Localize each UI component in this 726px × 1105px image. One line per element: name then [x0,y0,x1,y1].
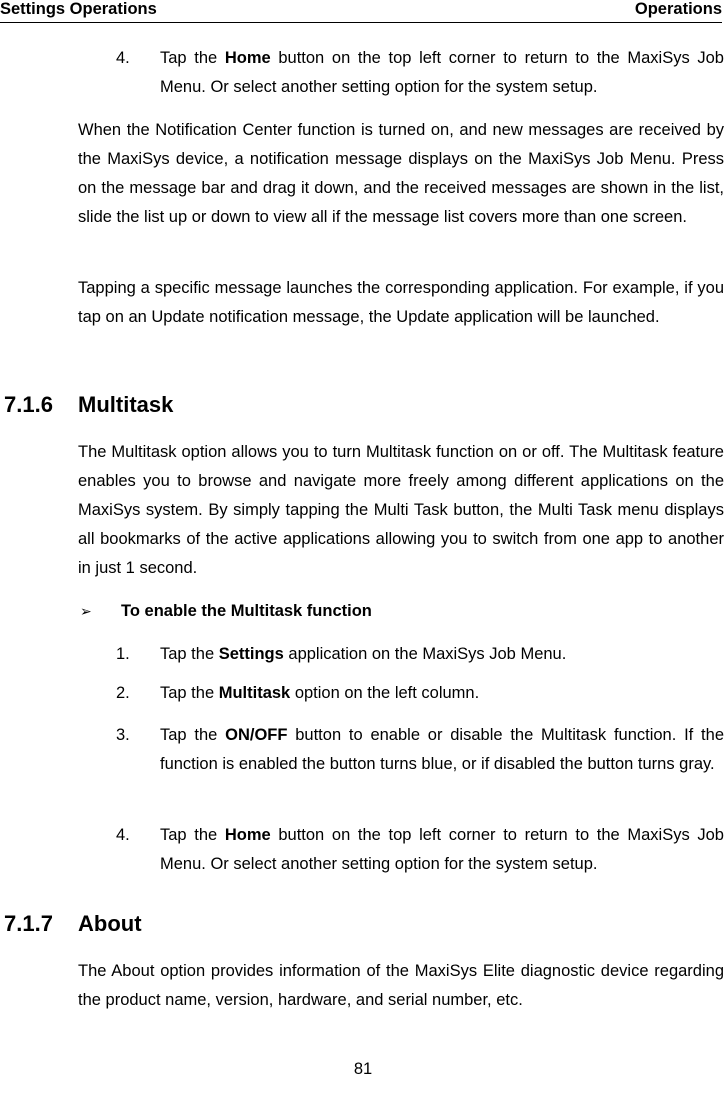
step-text [160,679,724,708]
step-number: 4. [116,826,130,844]
notification-paragraph-2: Tapping a specific message launches the corresponding application. For example, if you tap on an Update notification message, the Update application will be launched. [78,279,724,326]
step-text [160,821,724,879]
step-number: 1. [116,645,130,663]
step-text-post: application on the MaxiSys Job Menu. [283,645,567,663]
procedure-title: To enable the Multitask function [121,602,372,620]
list-item-step-1 [78,640,724,669]
step-text-pre: Tap the [160,726,226,744]
step-number: 2. [116,684,130,702]
page-number: 81 [353,1060,373,1078]
section-title: Multitask [78,392,174,417]
step-text-post: option on the left column. [290,684,480,702]
list-item-step-2 [78,679,724,708]
step-text [160,640,724,669]
step-text-bold: ON/OFF [225,726,288,744]
step-text-post: button on the top left corner to return to the MaxiSys Job Menu. Or select another setting option for the system setup. [160,49,724,96]
step-text-pre: Tap the [160,645,219,663]
section-heading-multitask [4,391,173,419]
step-text [160,721,724,779]
section-title: About [78,911,142,936]
list-item-step-4 [78,821,724,879]
step-text-post: button on the top left corner to return to the MaxiSys Job Menu. Or select another setting option for the system setup. [160,826,724,873]
step-text [160,44,724,102]
list-item-step-3 [78,721,724,779]
section-number: 7.1.6 [4,392,53,417]
section-heading-about [4,910,142,938]
header-section-title: Operations [634,0,722,18]
about-paragraph: The About option provides information of the MaxiSys Elite diagnostic device regarding the product name, version, hardware, and serial number, etc. [78,962,724,1009]
step-number: 4. [116,49,130,67]
step-number: 3. [116,726,130,744]
arrow-bullet-icon: ➢ [80,603,92,619]
step-text-bold: Home [224,826,271,844]
step-text-bold: Settings [218,645,284,663]
step-text-pre: Tap the [160,826,225,844]
step-text-pre: Tap the [160,684,219,702]
header-chapter-title: Settings Operations [0,0,157,18]
step-text-post: button to enable or disable the Multitask function. If the function is enabled the button turns blue, or if disabled the button turns gray. [160,726,724,773]
step-text-bold: Multitask [218,684,291,702]
list-item-step-4-previous [78,44,724,102]
page-header [0,0,722,23]
step-text-bold: Home [224,49,271,67]
multitask-paragraph: The Multitask option allows you to turn Multitask function on or off. The Multitask feature enables you to browse and navigate more freely among different applications on the MaxiSys system. By simply tapping the Multi Task button, the Multi Task menu displays all bookmarks of the active applications allowing you to switch from one app to another in just 1 second. [78,443,724,577]
step-text-pre: Tap the [160,49,225,67]
procedure-heading [78,598,718,624]
section-number: 7.1.7 [4,911,53,936]
notification-paragraph-1: When the Notification Center function is turned on, and new messages are received by the MaxiSys device, a notification message displays on the MaxiSys Job Menu. Press on the message bar and drag it down, and the received messages are shown in the list, slide the list up or down to view all if the message list covers more than one screen. [78,121,724,226]
